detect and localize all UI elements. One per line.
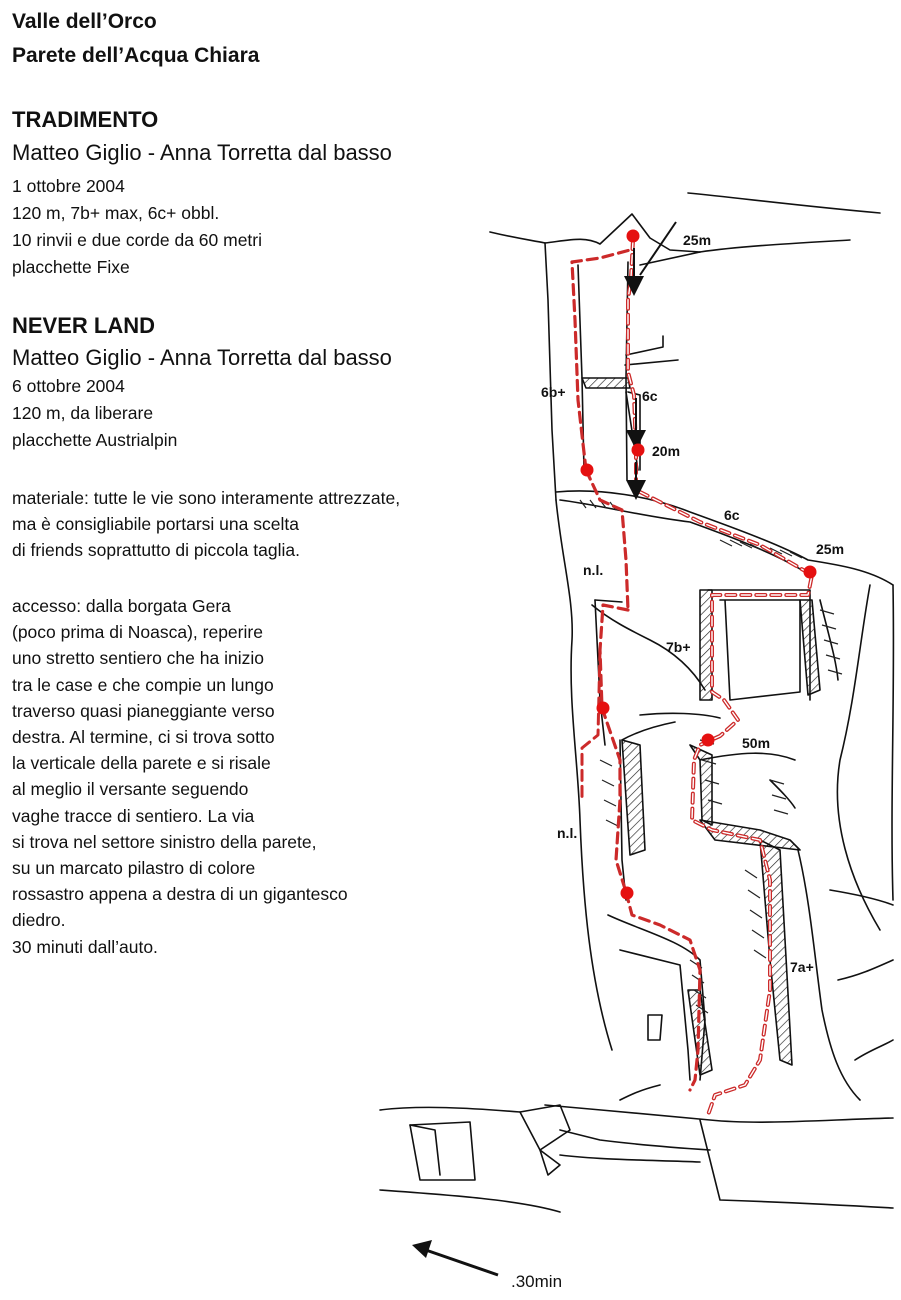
accesso-line: su un marcato pilastro di colore [12,858,256,879]
label-20m: 20m [652,443,681,459]
accesso-line: accesso: dalla borgata Gera [12,596,231,616]
label-50m: 50m [742,735,771,751]
approach-arrow-icon [420,1248,498,1275]
label-25m-mid: 25m [816,541,845,557]
accesso-line: rossastro appena a destra di un gigantesco [12,884,348,905]
route-1-bolts: placchette Fixe [12,257,130,277]
belay-station [804,566,817,579]
route-1-authors: Matteo Giglio - Anna Torretta dal basso [12,140,392,165]
belay-station [597,702,610,715]
accesso-line: vaghe tracce di sentiero. La via [12,805,255,826]
route-2-authors: Matteo Giglio - Anna Torretta dal basso [12,345,392,370]
route-2-date: 6 ottobre 2004 [12,376,125,396]
accesso-line: si trova nel settore sinistro della parete, [12,831,317,852]
accesso-line: 30 minuti dall’auto. [12,936,158,957]
route-1-name: TRADIMENTO [12,107,159,132]
approach-time: .30min [511,1272,563,1291]
approach-indicator [412,1240,562,1291]
label-6c-ledge: 6c [724,507,740,523]
accesso-line: traverso quasi pianeggiante verso [12,700,275,721]
route-2-bolts: placchette Austrialpin [12,430,178,450]
label-nl-lower: n.l. [557,825,578,841]
pitch-labels [541,232,844,975]
materiale-line: materiale: tutte le vie sono interamente attrezzate, [12,488,401,508]
route-2-name: NEVER LAND [12,313,156,338]
label-7b-plus: 7b+ [666,639,691,655]
approach-arrowhead-icon [412,1240,432,1258]
belay-stations [581,230,817,900]
label-6c-upper: 6c [642,388,658,404]
label-25m-top: 25m [683,232,712,248]
route-1-details: 120 m, 7b+ max, 6c+ obbl. [12,203,220,223]
belay-station [581,464,594,477]
accesso-line: la verticale della parete e si risale [12,753,271,774]
accesso-line: al meglio il versante seguendo [12,779,249,800]
materiale-line: ma è consigliabile portarsi una scelta [12,514,299,535]
route-2-details: 120 m, da liberare [12,403,154,423]
label-6b-plus: 6b+ [541,384,566,400]
label-nl-upper: n.l. [583,562,604,578]
area-title: Valle dell’Orco [12,10,157,33]
accesso-line: uno stretto sentiero che ha inizio [12,648,264,669]
accesso-line: (poco prima di Noasca), reperire [12,622,263,643]
route-1-date: 1 ottobre 2004 [12,176,125,196]
materiale-line: di friends soprattutto di piccola taglia. [12,540,300,561]
belay-station [627,230,640,243]
crag-title: Parete dell’Acqua Chiara [12,44,260,67]
belay-station [621,887,634,900]
belay-station [632,444,645,457]
rappel-line-1 [640,222,676,275]
belay-station [702,734,715,747]
label-7a-plus: 7a+ [790,959,814,975]
rock-outline [380,193,893,1212]
route-never-land-line [572,250,700,1090]
accesso-line: diedro. [12,910,66,931]
accesso-line: destra. Al termine, ci si trova sotto [12,727,275,748]
route-1-gear: 10 rinvii e due corde da 60 metri [12,230,262,250]
accesso-line: tra le case e che compie un lungo [12,674,274,695]
